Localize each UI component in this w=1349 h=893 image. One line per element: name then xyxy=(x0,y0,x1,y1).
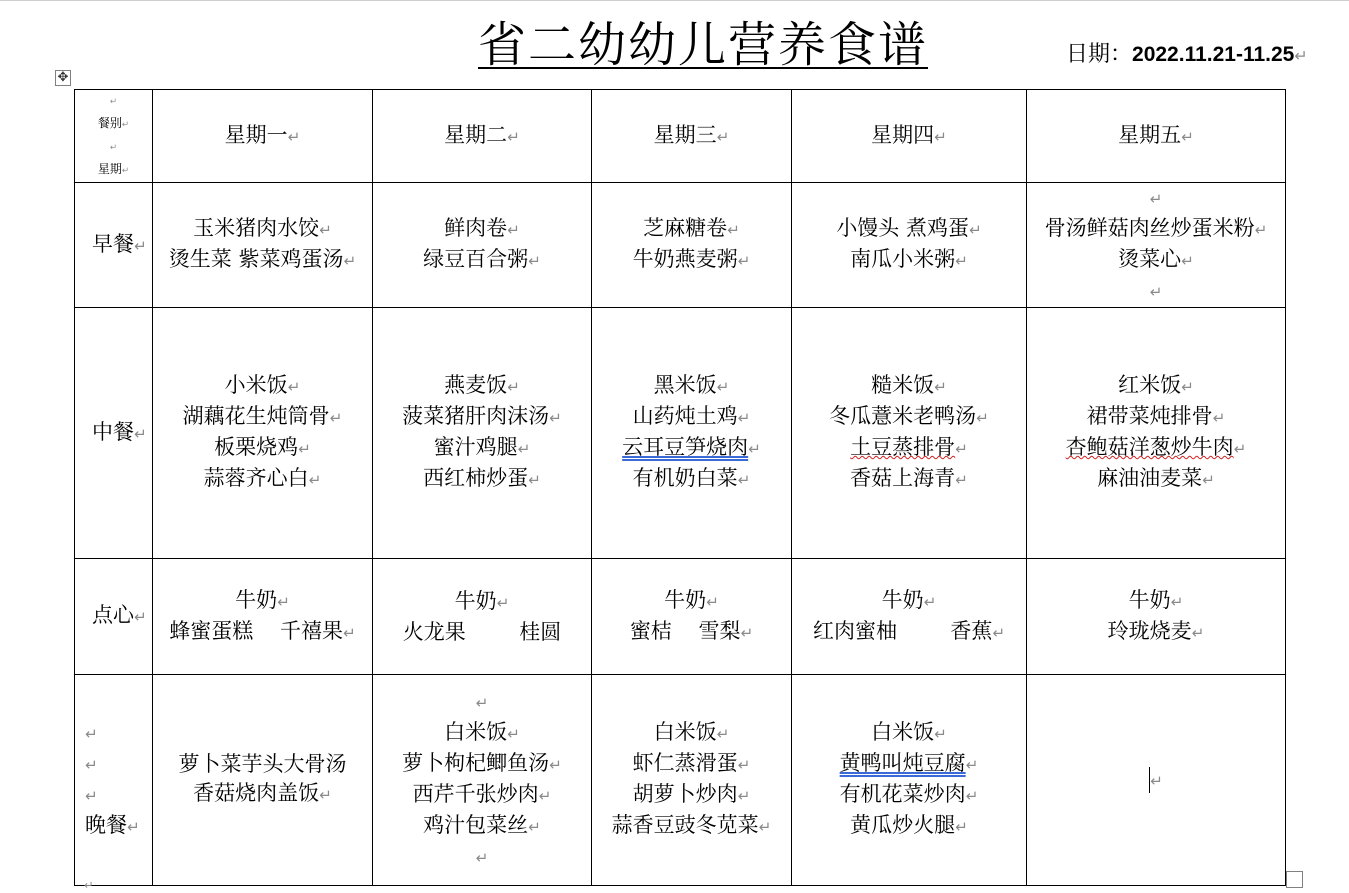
menu-cell-breakfast-fri: ↵ 骨汤鲜菇肉丝炒蛋米粉↵ 烫菜心↵ ↵ xyxy=(1027,183,1286,308)
meal-label-dinner: ↵ ↵ ↵ 晚餐↵ xyxy=(75,675,153,886)
paragraph-mark: ↵ xyxy=(1191,623,1205,642)
paragraph-mark: ↵ xyxy=(965,756,979,774)
date-label: 日期： xyxy=(1066,42,1133,67)
paragraph-mark: ↵ xyxy=(121,166,130,176)
menu-cell-dinner-tue: ↵ 白米饭↵ 萝卜枸杞鲫鱼汤↵ 西芹千张炒肉↵ 鸡汁包菜丝↵ ↵ xyxy=(373,675,592,886)
day-header-mon: 星期一↵ xyxy=(153,90,373,183)
paragraph-mark: ↵ xyxy=(121,120,130,130)
paragraph-mark: ↵ xyxy=(343,623,356,642)
paragraph-mark: ↵ xyxy=(1254,221,1268,239)
paragraph-mark: ↵ xyxy=(1212,409,1226,427)
paragraph-mark: ↵ xyxy=(329,409,343,427)
paragraph-mark: ↵ xyxy=(955,471,968,489)
day-header-fri: 星期五↵ xyxy=(1027,90,1286,183)
paragraph-mark: ↵ xyxy=(955,440,968,458)
menu-cell-dinner-fri[interactable] xyxy=(1027,675,1286,886)
corner-cell xyxy=(75,90,153,183)
paragraph-mark: ↵ xyxy=(1170,592,1184,611)
menu-cell-dinner-thu: 白米饭↵ 黄鸭叫炖豆腐↵ 有机花菜炒肉↵ 黄瓜炒火腿↵ xyxy=(792,675,1027,886)
table-resize-handle[interactable] xyxy=(1286,871,1303,888)
paragraph-mark: ↵ xyxy=(496,593,510,612)
paragraph-mark: ↵ xyxy=(85,787,98,805)
menu-cell-lunch-tue: 燕麦饭↵ 菠菜猪肝肉沫汤↵ 蜜汁鸡腿↵ 西红柿炒蛋↵ xyxy=(373,308,592,559)
menu-cell-snack-wed: 牛奶↵ 蜜桔 雪梨↵ xyxy=(592,559,792,675)
date-value: 2022.11.21-11.25 xyxy=(1132,43,1295,66)
paragraph-mark: ↵ xyxy=(84,878,94,892)
paragraph-mark: ↵ xyxy=(727,221,740,239)
dinner-row xyxy=(75,675,1286,886)
paragraph-mark: ↵ xyxy=(319,221,332,239)
paragraph-mark: ↵ xyxy=(737,252,751,270)
paragraph-mark: ↵ xyxy=(507,221,520,239)
menu-cell-breakfast-tue: 鲜肉卷↵ 绿豆百合粥↵ xyxy=(373,183,592,308)
paragraph-mark: ↵ xyxy=(343,252,357,270)
paragraph-mark: ↵ xyxy=(85,756,98,774)
paragraph-mark: ↵ xyxy=(1181,127,1194,146)
menu-cell-breakfast-thu: 小馒头 煮鸡蛋↵ 南瓜小米粥↵ xyxy=(792,183,1027,308)
menu-cell-snack-thu: 牛奶↵ 红肉蜜柚 香蕉↵ xyxy=(792,559,1027,675)
paragraph-mark: ↵ xyxy=(507,127,520,146)
meal-label-breakfast: 早餐↵ xyxy=(75,183,153,308)
table-move-handle-icon[interactable]: ✥ xyxy=(55,70,71,86)
paragraph-mark: ↵ xyxy=(517,440,531,458)
paragraph-mark: ↵ xyxy=(528,252,541,270)
paragraph-mark: ↵ xyxy=(134,424,147,443)
corner-day-label: 星期 xyxy=(97,162,122,176)
paragraph-mark: ↵ xyxy=(549,409,562,427)
paragraph-mark: ↵ xyxy=(740,623,754,642)
menu-cell-lunch-fri: 红米饭↵ 裙带菜炖排骨↵ 杏鲍菇洋葱炒牛肉↵ 麻油油麦菜↵ xyxy=(1027,308,1286,559)
paragraph-mark: ↵ xyxy=(965,787,979,805)
paragraph-mark: ↵ xyxy=(934,127,947,146)
day-header-wed: 星期三↵ xyxy=(592,90,792,183)
menu-cell-snack-mon: 牛奶↵ 蜂蜜蛋糕 千禧果↵ xyxy=(153,559,373,675)
paragraph-mark: ↵ xyxy=(758,818,772,836)
menu-cell-breakfast-mon: 玉米猪肉水饺↵ 烫生菜 紫菜鸡蛋汤↵ xyxy=(153,183,373,308)
paragraph-mark: ↵ xyxy=(134,608,147,626)
paragraph-mark: ↵ xyxy=(1149,190,1163,208)
paragraph-mark: ↵ xyxy=(1181,252,1194,270)
paragraph-mark: ↵ xyxy=(1181,378,1194,396)
paragraph-mark: ↵ xyxy=(549,756,562,774)
paragraph-mark: ↵ xyxy=(716,725,730,743)
paragraph-mark: ↵ xyxy=(737,471,751,489)
paragraph-mark: ↵ xyxy=(955,818,968,836)
menu-cell-lunch-wed: 黑米饭↵ 山药炖土鸡↵ 云耳豆笋烧肉↵ 有机奶白菜↵ xyxy=(592,308,792,559)
paragraph-mark: ↵ xyxy=(528,471,541,489)
lunch-row xyxy=(75,308,1286,559)
paragraph-mark: ↵ xyxy=(127,818,140,836)
menu-cell-snack-tue: 牛奶↵ 火龙果 桂圆 xyxy=(373,559,592,675)
paragraph-mark: ↵ xyxy=(737,756,751,774)
snack-row xyxy=(75,559,1286,675)
paragraph-mark: ↵ xyxy=(969,221,982,239)
paragraph-mark: ↵ xyxy=(475,849,489,867)
meal-label-lunch: 中餐↵ xyxy=(75,308,153,559)
paragraph-mark: ↵ xyxy=(287,127,301,146)
paragraph-mark: ↵ xyxy=(507,725,520,743)
menu-cell-dinner-wed: 白米饭↵ 虾仁蒸滑蛋↵ 胡萝卜炒肉↵ 蒜香豆豉冬苋菜↵ xyxy=(592,675,792,886)
menu-cell-dinner-mon: 萝卜菜芋头大骨汤 香菇烧肉盖饭↵ xyxy=(153,675,373,886)
paragraph-mark: ↵ xyxy=(737,787,751,805)
paragraph-mark: ↵ xyxy=(319,786,332,804)
paragraph-mark: ↵ xyxy=(923,592,937,611)
menu-cell-breakfast-wed: 芝麻糖卷↵ 牛奶燕麦粥↵ xyxy=(592,183,792,308)
menu-cell-snack-fri: 牛奶↵ 玲珑烧麦↵ xyxy=(1027,559,1286,675)
paragraph-mark: ↵ xyxy=(298,440,311,458)
paragraph-mark: ↵ xyxy=(737,409,751,427)
corner-meal-label: 餐别 xyxy=(97,116,122,130)
date-line xyxy=(1066,40,1308,71)
paragraph-mark: ↵ xyxy=(287,378,301,396)
paragraph-mark: ↵ xyxy=(1233,440,1247,458)
paragraph-mark: ↵ xyxy=(1149,283,1163,301)
paragraph-mark: ↵ xyxy=(109,97,118,107)
menu-table xyxy=(74,89,1286,886)
page-title: 省二幼幼儿营养食谱 xyxy=(478,17,929,73)
paragraph-mark: ↵ xyxy=(1202,471,1215,489)
paragraph-mark: ↵ xyxy=(976,409,989,427)
paragraph-mark: ↵ xyxy=(706,592,719,611)
paragraph-mark: ↵ xyxy=(1150,771,1163,790)
menu-cell-lunch-mon: 小米饭↵ 湖藕花生炖筒骨↵ 板栗烧鸡↵ 蒜蓉齐心白↵ xyxy=(153,308,373,559)
paragraph-mark: ↵ xyxy=(748,440,761,458)
paragraph-mark: ↵ xyxy=(716,378,730,396)
breakfast-row xyxy=(75,183,1286,308)
paragraph-mark: ↵ xyxy=(308,471,322,489)
paragraph-mark: ↵ xyxy=(992,623,1006,642)
paragraph-mark: ↵ xyxy=(1294,46,1308,65)
paragraph-mark: ↵ xyxy=(538,787,552,805)
paragraph-mark: ↵ xyxy=(934,725,947,743)
page-top-border xyxy=(0,0,1349,1)
paragraph-mark: ↵ xyxy=(475,694,489,712)
header-row xyxy=(75,90,1286,183)
menu-cell-lunch-thu: 糙米饭↵ 冬瓜薏米老鸭汤↵ 土豆蒸排骨↵ 香菇上海青↵ xyxy=(792,308,1027,559)
day-header-tue: 星期二↵ xyxy=(373,90,592,183)
paragraph-mark: ↵ xyxy=(716,127,730,146)
paragraph-mark: ↵ xyxy=(934,378,947,396)
meal-label-snack: 点心↵ xyxy=(75,559,153,675)
day-header-thu: 星期四↵ xyxy=(792,90,1027,183)
paragraph-mark: ↵ xyxy=(85,725,98,743)
paragraph-mark: ↵ xyxy=(277,592,290,611)
paragraph-mark: ↵ xyxy=(507,378,520,396)
document-end-mark xyxy=(84,874,94,893)
paragraph-mark: ↵ xyxy=(528,818,541,836)
paragraph-mark: ↵ xyxy=(955,252,968,270)
paragraph-mark: ↵ xyxy=(109,143,118,153)
paragraph-mark: ↵ xyxy=(134,236,147,255)
